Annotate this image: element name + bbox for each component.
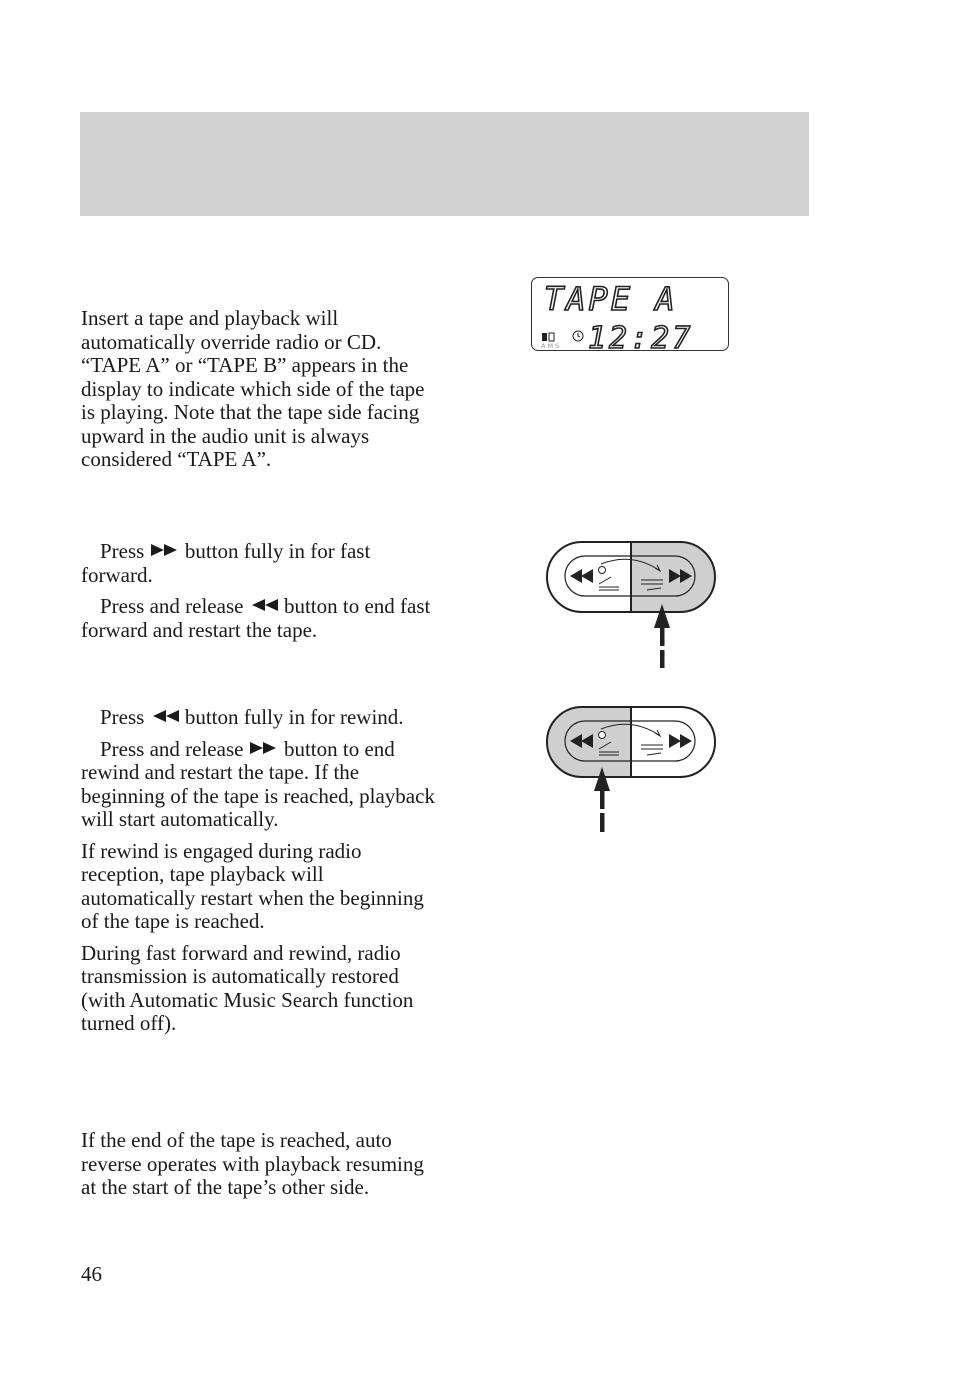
rew-release-paragraph: Press and release button to end rewind and restart the tape. If the beginning of the tape is reached, playback will start automatically. (81, 736, 435, 831)
section-auto-reverse (81, 1129, 441, 1208)
rew-press-paragraph: Press button fully in for rewind. (100, 705, 404, 729)
tape-display-figure (531, 277, 729, 351)
fast-forward-button-figure (545, 540, 717, 672)
auto-reverse-paragraph: If the end of the tape is reached, auto reverse operates with playback resuming at the start of the tape’s other side. (81, 1128, 424, 1199)
ff-release-paragraph: Press and release button to end fast forward and restart the tape. (81, 594, 431, 642)
indicator-block-icon (542, 333, 547, 341)
rewind-icon (249, 598, 279, 612)
section-fast-forward (81, 540, 441, 650)
fast-forward-icon (150, 543, 180, 557)
rewind-button-figure (545, 705, 717, 837)
ff-press-paragraph: Press button fully in for fast forward. (81, 539, 371, 587)
header-band (80, 112, 809, 216)
rew-ams-paragraph: During fast forward and rewind, radio transmission is automatically restored (with Automatic Music Search function turned off). (81, 940, 414, 1035)
fast-forward-icon (249, 741, 279, 755)
ams-label: AMS (541, 342, 562, 350)
section-insert-tape (81, 307, 441, 480)
insert-tape-paragraph: Insert a tape and playback will automatically override radio or CD. “TAPE A” or “TAPE B” appears in the display to indicate which side of the tape is playing. Note that the tape side facing upward in the audio unit is always considered “TAPE A”. (81, 306, 425, 471)
section-rewind (81, 706, 441, 1044)
display-mode-text: TAPE A (544, 280, 678, 318)
indicator-block-icon (549, 333, 554, 341)
fast-forward-icon (669, 734, 692, 748)
rewind-icon (570, 569, 593, 583)
rew-radio-paragraph: If rewind is engaged during radio reception, tape playback will automatically restart when the beginning of the tape is reached. (81, 838, 424, 933)
display-time-text: 12:27 (588, 321, 694, 350)
page-number: 46 (81, 1262, 102, 1286)
rewind-icon (150, 709, 180, 723)
